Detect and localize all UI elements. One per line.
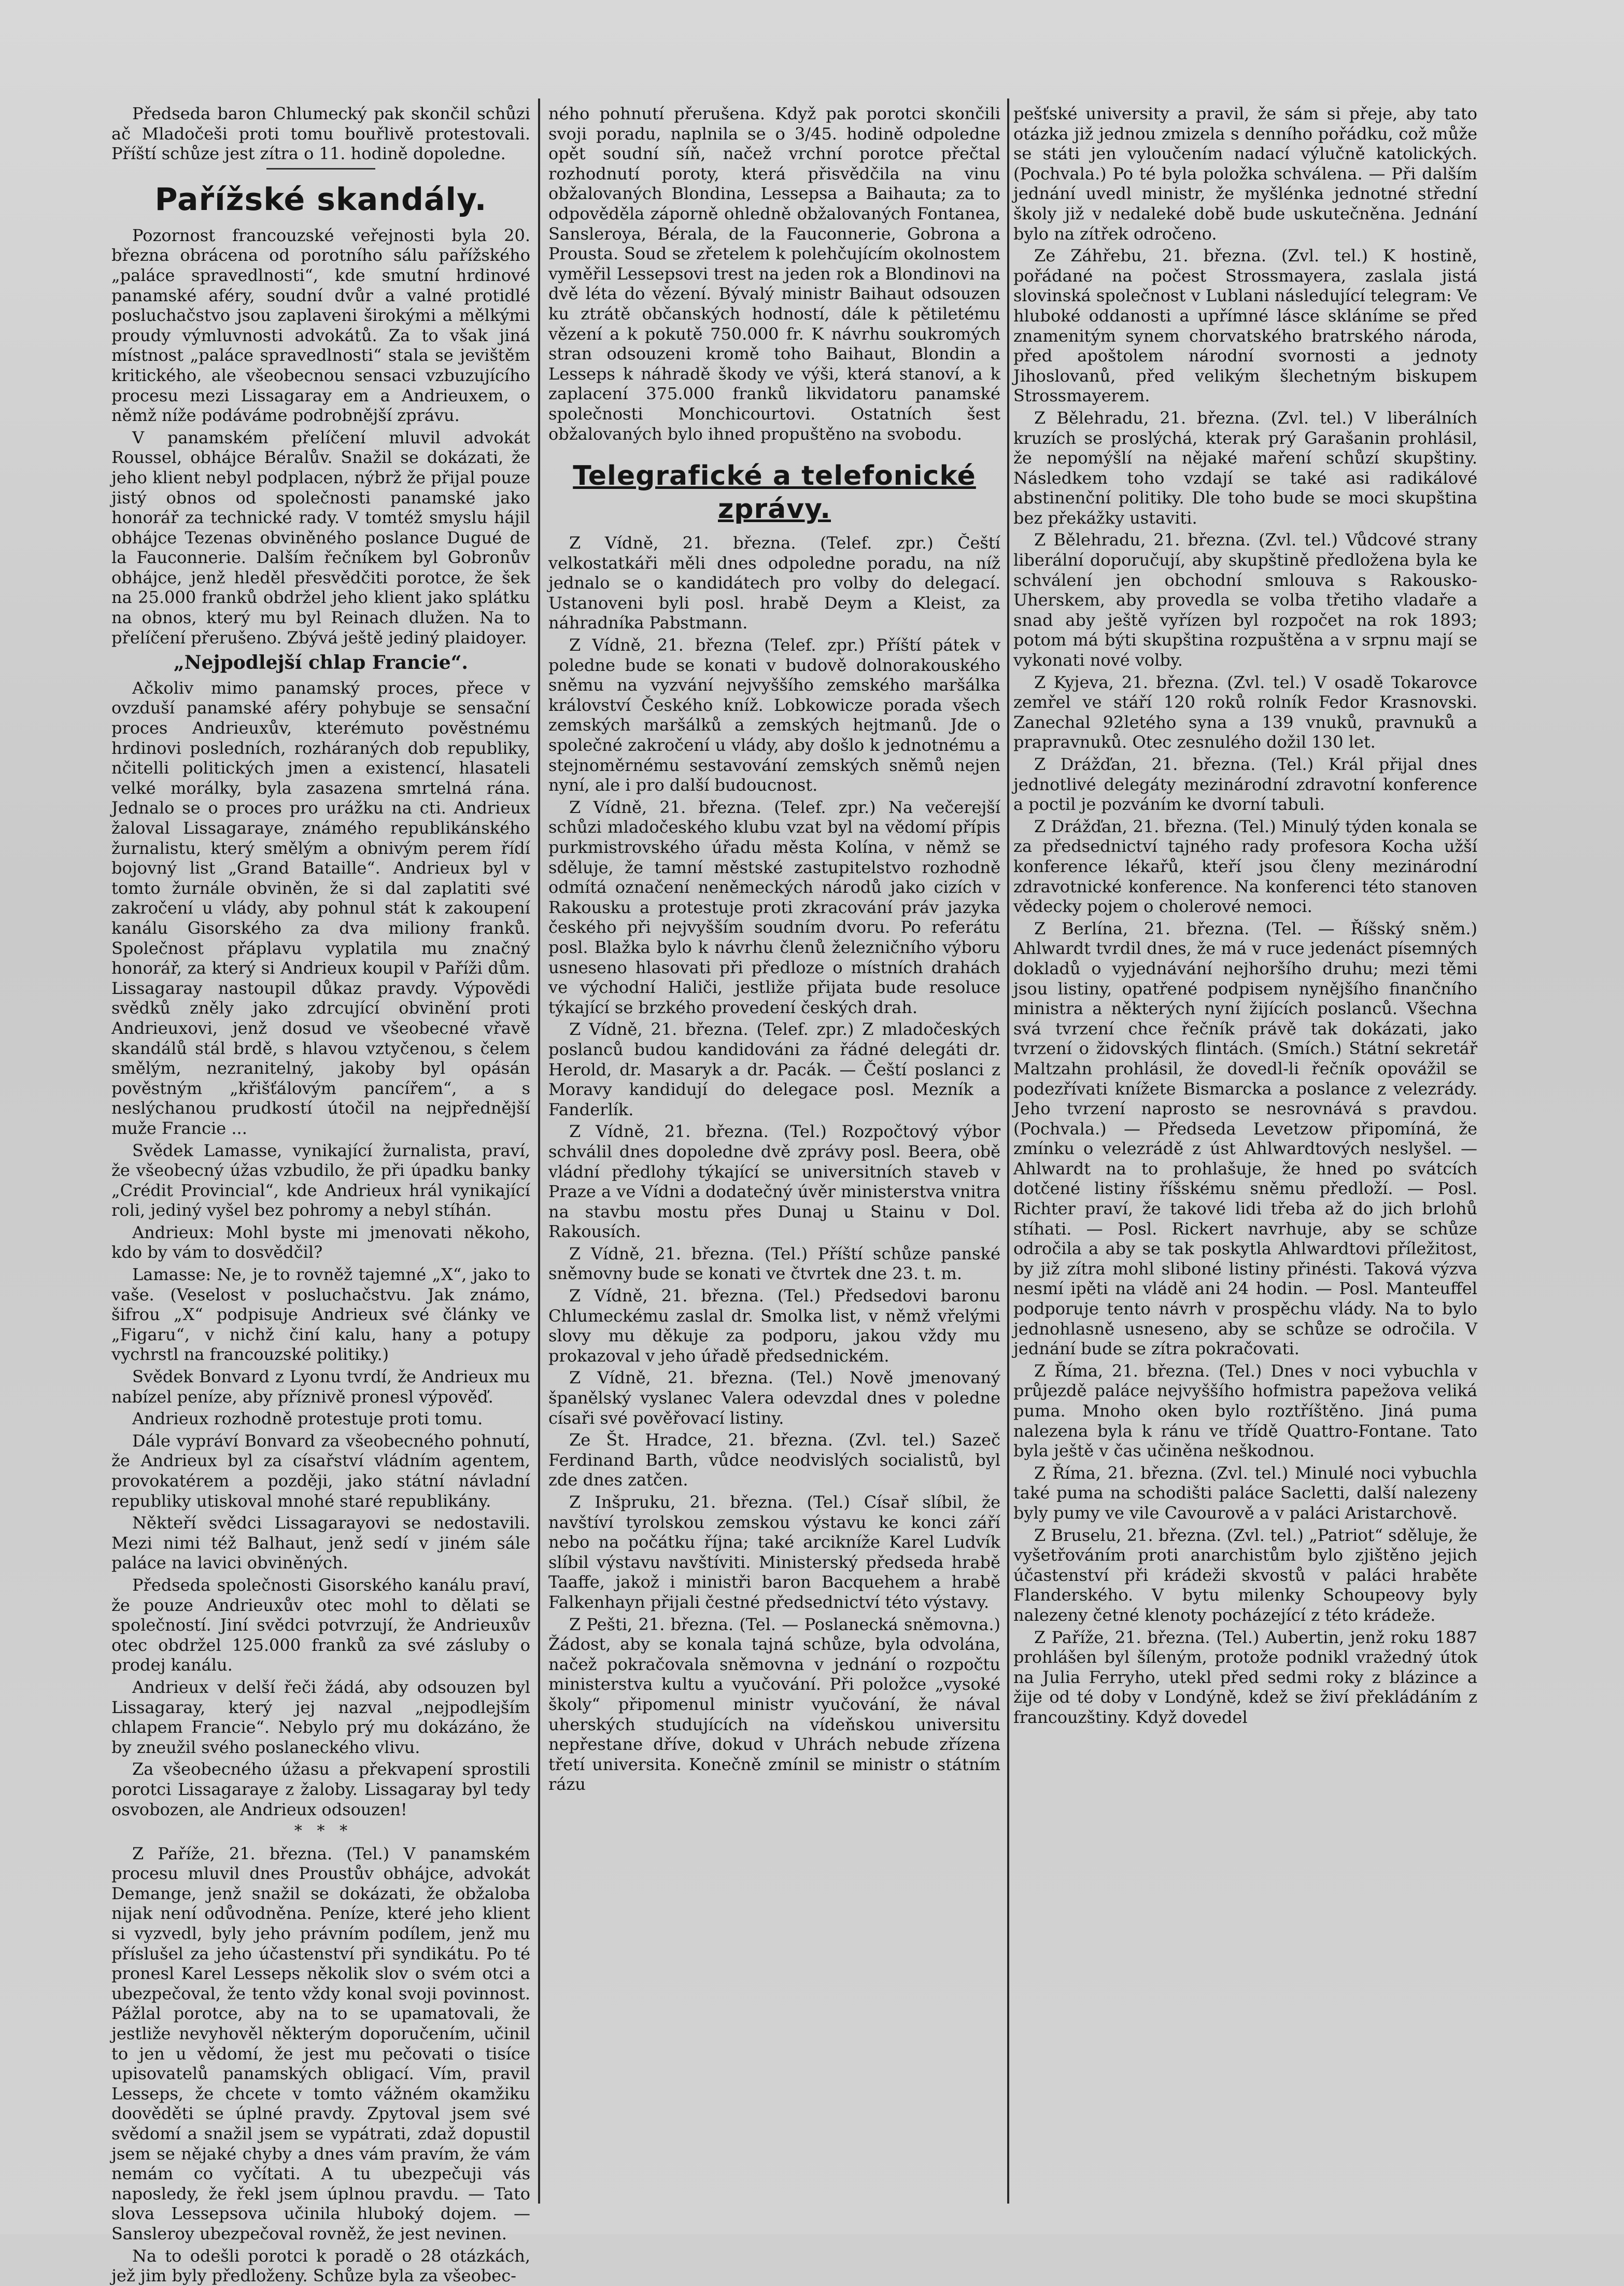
- column-divider: [538, 99, 540, 2204]
- separator-rule: [266, 168, 375, 170]
- news-item: Z Pešti, 21. března. (Tel. — Poslanecká sněmovna.) Žádost, aby se konala tajná schůze, byla odvolána, načež pokračovala sněmovna v jednání o rozpočtu ministerstva kultu a vyučování. Při položce „vysoké školy“ připomenul ministr vyučování, že nával uherských studujících na vídeňskou universitu nepřestane dříve, dokud v Uhrách nebude zřízena třetí universita. Konečně zmínil se ministr o státním rázu: [548, 1614, 1000, 1794]
- news-item: Ze Záhřebu, 21. března. (Zvl. tel.) K hostině, pořádané na počest Strossmayera, zaslala jistá slovinská společnost v Lublani následující telegram: Ve hluboké oddanosti a upřímné lásce skláníme se před znamenitým synem chorvatského bratrského národa, před apoštolem národní svornosti a jednoty Jihoslovanů, před velikým šlechetným biskupem Strossmayerem.: [1013, 246, 1477, 406]
- article-paragraph: Svědek Bonvard z Lyonu tvrdí, že Andrieux mu nabízel peníze, aby příznivě pronesl výpověď.: [111, 1367, 530, 1407]
- news-item: Z Říma, 21. března. (Tel.) Dnes v noci vybuchla v průjezdě paláce nejvyššího hofmistra papežova veliká puma. Mnoho oken bylo roztříštěno. Jiná puma nalezena byla k ránu ve třídě Quattro-Fontane. Tato byla ještě v čas učiněna neškodnou.: [1013, 1361, 1477, 1461]
- section-heading: Pařížské skandály.: [154, 181, 487, 218]
- news-item: Z Vídně, 21. března. (Tel.) Předsedovi baronu Chlumeckému zaslal dr. Smolka list, v němž vřelými slovy mu děkuje za podporu, jakou vždy mu prokazoval v jeho úřadě předsednickém.: [548, 1286, 1000, 1366]
- session-end-note: Předseda baron Chlumecký pak skončil schůzi ač Mladočeši proti tomu bouřlivě protestovali. Příští schůze jest zítra o 11. hodině dopoledne.: [111, 104, 530, 164]
- news-item: Z Kyjeva, 21. března. (Zvl. tel.) V osadě Tokarovce zemřel ve stáří 120 roků rolník Fedor Krasnovski. Zanechal 92letého syna a 139 vnuků, pravnuků a prapravnuků. Otec zesnulého dožil 130 let.: [1013, 672, 1477, 752]
- article-paragraph: Někteří svědci Lissagarayovi se nedostavili. Mezi nimi též Balhaut, jenž sedí v jiném sále paláce na lavici obviněných.: [111, 1513, 530, 1573]
- article-paragraph: Na to odešli porotci k poradě o 28 otázkách, jež jim byly předloženy. Schůze byla za všeobec-: [111, 2246, 530, 2286]
- article-paragraph: Z Paříže, 21. března. (Tel.) V panamském procesu mluvil dnes Proustův obhájce, advokát Demange, jenž snažil se dokázati, že obžaloba nijak není odůvodněna. Peníze, které jeho klient si vyzvedl, byly jeho právním podílem, jenž mu příslušel za jeho účastenství při syndikátu. Po té pronesl Karel Lesseps několik slov o svém otci a ubezpečoval, že tento vždy konal svoji povinnost. Pážlal porotce, aby na to se upamatovali, že jestliže nevyhověl některým doporučením, učinil to jen u vědomí, že jest mu pečovati o tisíce upisovatelů panamských obligací. Vím, pravil Lesseps, že chcete v tomto vážném okamžiku doověděti se úplné pravdy. Zpytoval jsem své svědomí a snažil jsem se vypátrati, zdaž dopustil jsem se nějaké chyby a dnes vám pravím, že vám nemám co vyčítati. A tu ubezpečuji vás naposledy, že řekl jsem úplnou pravdu. — Tato slova Lessepsova učinila hluboký dojem. — Sansleroy ubezpečoval rovněž, že jest nevinen.: [111, 1843, 530, 2243]
- article-paragraph: Lamasse: Ne, je to rovněž tajemné „X“, jako to vaše. (Veselost v posluchačstvu. Jak známo, šifrou „X“ podpisuje Andrieux své články ve „Figaru“, v nichž činí kalu, hany a potupy vychrstl na francouzské politiky.): [111, 1265, 530, 1365]
- article-paragraph: Za všeobecného úžasu a překvapení sprostili porotci Lissagaraye z žaloby. Lissagaray byl tedy osvobozen, ale Andrieux odsouzen!: [111, 1759, 530, 1819]
- article-paragraph: Předseda společnosti Gisorského kanálu praví, že pouze Andrieuxův otec mohl to dělati se společností. Jiní svědci potvrzují, že Andrieuxův otec obdržel 125.000 franků za své zásluby o prodej kanálu.: [111, 1575, 530, 1675]
- column-left: [111, 104, 530, 2286]
- section-heading: Telegrafické a telefonické zprávy.: [573, 460, 976, 525]
- article-paragraph: Andrieux: Mohl byste mi jmenovati někoho, kdo by vám to dosvědčil?: [111, 1222, 530, 1263]
- article-paragraph: Pozornost francouzské veřejnosti byla 20. března obrácena od porotního sálu pařížského „paláce spravedlnosti“, kde smutní hrdinové panamské aféry, soudní dvůr a valné protidlé posluchačstvo jsou zaplaveni širokými a mělkými proudy výmluvnosti advokátů. Za to však jiná místnost „paláce spravedlnosti“ stala se jevištěm kritického, ale všeobecnou sensaci vzbuzujícího procesu mezi Lissagaray em a Andrieuxem, o němž níže podáváme podrobnější zprávu.: [111, 225, 530, 426]
- news-item: Z Drážďan, 21. března. (Tel.) Minulý týden konala se za předsednictví tajného rady profesora Kocha užší konference lékařů, kteří jsou členy mezinárodní zdravotnické konference. Na konferenci této stanoven vědecky pojem o cholerové nemoci.: [1013, 816, 1477, 917]
- news-item: pešťské university a pravil, že sám si přeje, aby tato otázka již jednou zmizela s denního pořádku, což může se státi jen vyloučením nadací výlučně katolických. (Pochvala.) Po té byla položka schválena. — Při dalším jednání uvedl ministr, že myšlénka jednotné střední školy již v nedaleké době bude uskutečněna. Jednání bylo na zítřek odročeno.: [1013, 104, 1477, 244]
- news-item: Z Vídně, 21. března. (Tel.) Rozpočtový výbor schválil dnes dopoledne dvě zprávy posl. Beera, obě vládní předlohy týkající se universitních staveb v Praze a ve Vídni a dodatečný úvěr ministerstva vnitra na stavbu mostu přes Dunaj u Stainu v Dol. Rakousích.: [548, 1121, 1000, 1242]
- news-item: Z Vídně, 21. března. (Telef. zpr.) Na večerejší schůzi mladočeského klubu vzat byl na vědomí přípis purkmistrovského úřadu města Kolína, v němž se sděluje, že tamní městské zastupitelstvo rozhodně odmítá označení neněmeckých národů jako cizích v Rakousku a protestuje proti zkracování práv jazyka českého při nejvyšším soudním dvoru. Po referátu posl. Blažka bylo k návrhu členů železničního výboru usneseno hlasovati při předloze o místních drahách ve východní Haliči, jestliže přijata bude resoluce týkající se brzkého provedení českých drah.: [548, 797, 1000, 1017]
- news-item: Z Drážďan, 21. března. (Tel.) Král přijal dnes jednotlivé delegáty mezinárodní zdravotní konference a poctil je pozváním ke dvorní tabuli.: [1013, 754, 1477, 815]
- article-paragraph: Andrieux rozhodně protestuje proti tomu.: [132, 1409, 483, 1429]
- news-item: Z Berlína, 21. března. (Tel. — Říšský sněm.) Ahlwardt tvrdil dnes, že má v ruce jedenáct písemných dokladů o vyjednávání nejhoršího druhu; mezi těmi jsou listiny, opatřené podpisem nynějšího finančního ministra a některých nyní žijících poslanců. Všechna svá tvrzení chce řečník právě tak dokázati, jako tvrzení o židovských flintách. (Smích.) Státní sekretář Maltzahn prohlásil, že dovedl-li řečník opovážil se podezřívati knížete Bismarcka a poslance z velezrády. Jeho tvrzení naprosto se nesrovnává s pravdou. (Pochvala.) — Předseda Levetzow připomíná, že zmínku o velezrádě z úst Ahlwardtových neslyšel. — Ahlwardt na to prohlašuje, že hned po svátcích dotčené listiny říšskému sněmu předloží. — Posl. Richter praví, že takové lidi třeba až do jich brlohů stíhati. — Posl. Rickert navrhuje, aby se schůze odročila a aby se tak poskytla Ahlwardtovi příležitost, by již zítra mohl sliboné listiny přinésti. Taková výzva nesmí ipěti na vládě ani 24 hodin. — Posl. Manteuffel podporuje tento návrh v prospěchu vlády. Na to bylo jednohlasně usneseno, aby se schůze se odročila. V jednání bude se zítra pokračovati.: [1013, 918, 1477, 1359]
- news-item: Ze Št. Hradce, 21. března. (Zvl. tel.) Sazeč Ferdinand Barth, vůdce neodvislých socialistů, byl zde dnes zatčen.: [548, 1430, 1000, 1490]
- subheading: „Nejpodlejší chlap Francie“.: [174, 652, 468, 674]
- column-divider: [1007, 99, 1009, 2204]
- article-paragraph: Svědek Lamasse, vynikající žurnalista, praví, že všeobecný úžas vzbudilo, že při úpadku banky „Crédit Provincial“, kde Andrieux hrál vynikající roli, jediný vyšel bez pohromy a nebyl stíhán.: [111, 1140, 530, 1221]
- news-item: Z Bruselu, 21. března. (Zvl. tel.) „Patriot“ sděluje, že vyšetřováním proti anarchistům bylo zjištěno jejich účastenství při krádeži skvostů v paláci hraběte Flanderského. V bytu milenky Schoupeovy byly nalezeny četné klenoty pocházející z této krádeže.: [1013, 1525, 1477, 1625]
- news-item: Z Vídně, 21. března (Telef. zpr.) Příští pátek v poledne bude se konati v budově dolnorakouského sněmu na vyzvání nejvyššího zemského maršálka království Českého kníž. Lobkowicze porada všech zemských maršálků a zemských hejtmanů. Jde o společné zakročení u vlády, aby došlo k jednotnému a stejnoměrnému sestavování zemských sněmů nejen nyní, ale i pro další budoucnost.: [548, 635, 1000, 795]
- asterisk-separator: * * *: [294, 1822, 348, 1841]
- news-item: Z Vídně, 21. března. (Tel.) Nově jmenovaný španělský vyslanec Valera odevzdal dnes v poledne císaři své pověřovací listiny.: [548, 1368, 1000, 1428]
- article-paragraph: Ačkoliv mimo panamský proces, přece v ovzduší panamské aféry pohybuje se sensační proces Andrieuxův, kterémuto pověstnému hrdinovi posledních, rozháraných dob republiky, nčitelli politických jmen a existencí, hlasateli velké morálky, byla zasazena smrtelná rána. Jednalo se o proces pro urážku na cti. Andrieux žaloval Lissagaraye, známého republikánského žurnalistu, který smělým a obnivým perem řídí bojovný list „Grand Bataille“. Andrieux byl v tomto žurnále obviněn, že si dal zaplatiti své zakročení u vlády, aby pohnul stát k zakoupení kanálu Gisorského za dva miliony franků. Společnost přáplavu vyplatila mu značný honorář, za který si Andrieux koupil v Paříži dům. Lissagaray nastoupil důkaz pravdy. Výpovědi svědků zněly jako zdrcující obvinění proti Andrieuxovi, jenž dosud ve všeobecné vřavě skandálů stál brdě, s hlavou vztyčenou, s čelem smělým, nezranitelný, jakoby byl opásán pověstným „křišťálovým pancířem“, a s neslýchanou prudkostí útočil na nejpřednější muže Francie ...: [111, 678, 530, 1138]
- news-item: Z Bělehradu, 21. března. (Zvl. tel.) V liberálních kruzích se proslýchá, kterak prý Garašanin prohlásil, že nepomýšlí na nějaké maření schůzí skupštiny. Následkem toho vzdají se také asi radikálové abstinenční politiky. Dle toho bude se moci skupština bez překážky ustaviti.: [1013, 408, 1477, 528]
- news-item: Z Inšpruku, 21. března. (Tel.) Císař slíbil, že navštíví tyrolskou zemskou výstavu ke konci září nebo na počátku října; také arcikníže Karel Ludvík slíbil výstavu navštíviti. Ministerský předseda hrabě Taaffe, jakož i ministři baron Bacquehem a hrabě Falkenhayn přijali čestné předsednictví této výstavy.: [548, 1492, 1000, 1612]
- article-paragraph: Dále vypráví Bonvard za všeobecného pohnutí, že Andrieux byl za císařství vládním agentem, provokatérem a později, jako státní návladní republiky utiskoval mnohé staré republikány.: [111, 1430, 530, 1511]
- news-item: Z Říma, 21. března. (Zvl. tel.) Minulé noci vybuchla také puma na schodišti paláce Sacletti, další nalezeny byly pumy ve vile Cavourově a v paláci Aristarchově.: [1013, 1463, 1477, 1523]
- column-middle: [548, 104, 1000, 2198]
- news-item: Z Vídně, 21. března. (Telef. zpr.) Z mladočeských poslanců budou kandidováni za řádné delegáti dr. Herold, dr. Masaryk a dr. Pacák. — Čeští poslanci z Moravy kandidují do delegace posl. Mezník a Fanderlík.: [548, 1019, 1000, 1119]
- news-item: Z Vídně, 21. března. (Telef. zpr.) Čeští velkostatkáři měli dnes odpoledne poradu, na níž jednalo se o kandidátech pro volby do delegací. Ustanoveni byli posl. hrabě Deym a Kleist, za náhradníka Pabstmann.: [548, 533, 1000, 633]
- article-paragraph: Andrieux v delší řeči žádá, aby odsouzen byl Lissagaray, který jej nazval „nejpodlejším chlapem Francie“. Nebylo prý mu dokázáno, že by zneužil svého poslaneckého vlivu.: [111, 1677, 530, 1757]
- article-paragraph: ného pohnutí přerušena. Když pak porotci skončili svoji poradu, naplnila se o 3/45. hodině odpoledne opět soudní síň, načež vrchní porotce přečtal rozhodnutí poroty, která přisvědčila na vinu obžalovaných Blondina, Lessepsa a Baihauta; za to odpověděla záporně ohledně obžalovaných Fontanea, Sansleroya, Bérala, de la Fauconnerie, Gobrona a Prousta. Soud se zřetelem k polehčujícím okolnostem vyměřil Lessepsovi trest na jeden rok a Blondinovi na dvě léta do vězení. Bývalý ministr Baihaut odsouzen ku ztrátě občanských hodností, dále k pětiletému vězení a k pokutě 750.000 fr. K návrhu soukromých stran odsouzeni kromě toho Baihaut, Blondin a Lesseps k náhradě škody ve výši, která stanoví, a k zaplacení 375.000 franků likvidatoru panamské společnosti Monchicourtovi. Ostatních šest obžalovaných bylo ihned propuštěno na svobodu.: [548, 104, 1000, 444]
- article-paragraph: V panamském přelíčení mluvil advokát Roussel, obhájce Béralův. Snažil se dokázati, že jeho klient nebyl podplacen, nýbrž že přijal pouze jistý obnos od společnosti panamské jako honorář za technické rady. V tomtéž smyslu hájil obhájce Tezenas obviněného poslance Dugué de la Fauconnerie. Dalším řečníkem byl Gobronův obhájce, jenž hleděl přesvědčiti porotce, že šek na 25.000 franků obdržel jeho klient jako splátku na obnos, který mu byl Reinach dlužen. Na to přelíčení přerušeno. Zbývá ještě jediný plaidoyer.: [111, 427, 530, 648]
- news-item: Z Paříže, 21. března. (Tel.) Aubertin, jenž roku 1887 prohlášen byl šíleným, protože podnikl vražedný útok na Julia Ferryho, utekl před sedmi roky z blázince a žije od té doby v Londýně, kdež se živí překládáním z francouzštiny. Když dovedel: [1013, 1627, 1477, 1727]
- column-right: [1013, 104, 1477, 2198]
- news-item: Z Vídně, 21. března. (Tel.) Příští schůze panské sněmovny bude se konati ve čtvrtek dne 23. t. m.: [548, 1243, 1000, 1284]
- news-item: Z Bělehradu, 21. března. (Zvl. tel.) Vůdcové strany liberální doporučují, aby skupštině předložena byla ke schválení jen obchodní smlouva s Rakousko-Uherskem, aby provedla se volba třetiho vladaře a snad aby ještě vyřízen byl rozpočet na rok 1893; potom má býti skupština rozpuštěna a v srpnu mají se vykonati nové volby.: [1013, 530, 1477, 670]
